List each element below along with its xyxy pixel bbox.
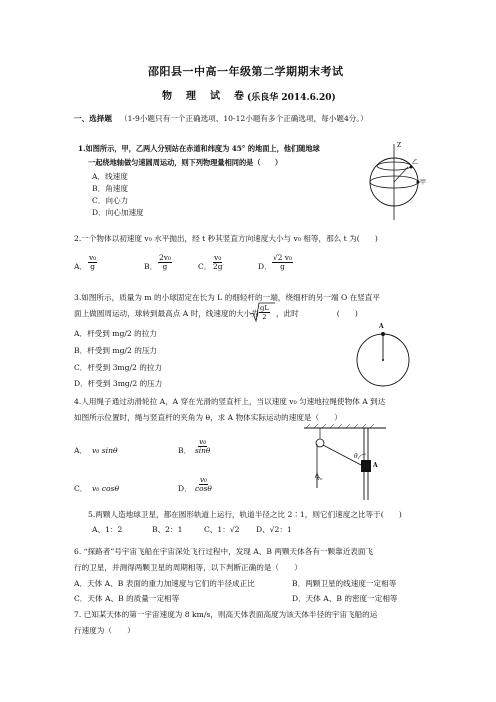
q4-option-c-letter: C． (74, 484, 88, 493)
q2-option-d-numerator: √2 v₀ (273, 253, 292, 262)
section-heading: 一、选择题 (74, 114, 112, 123)
q7-stem-line2: 行速度为（ ） (74, 626, 135, 635)
q1-label-z: Z (397, 142, 402, 149)
q2-option-d-letter: D． (258, 262, 272, 271)
q1-option-a: A．线速度 (92, 172, 128, 181)
q2-option-a-denominator: g (90, 262, 95, 271)
q6-option-c: C．天体 A、B 的质量一定相等 (74, 594, 180, 603)
q4-stem-line1: 4.人用绳子通过动滑轮拉 A，A 穿在光滑的竖直杆上，当以速度 v₀ 匀速地拉绳使物体 A 到达 (74, 397, 386, 406)
q2-option-a-letter: A． (74, 262, 88, 271)
q1-stem-line1: 1.如图所示，甲，乙两人分别站在赤道和纬度为 45° 的地面上，他们随地球 (78, 144, 320, 153)
q4-option-b-denominator: sinθ (195, 446, 211, 455)
q4-option-a-text: v₀ sinθ (92, 446, 118, 455)
q4-option-a-letter: A． (74, 446, 88, 455)
q2-option-c-letter: C． (198, 262, 212, 271)
q2-option-d-denominator: g (280, 262, 285, 271)
q3-option-d: D．杆受到 3mg/2 的压力 (74, 379, 163, 388)
author-date: (乐良华 2014.6.20) (247, 93, 336, 103)
q2-stem: 2.一个物体以初速度 v₀ 水平抛出，经 t 秒其竖直方向速度大小与 v₀ 相等，那么 t 为( ) (74, 234, 378, 243)
q3-stem-line2a: 面上做圆周运动，球转到最高点 A 时，线速度的大小为 (74, 309, 259, 318)
q4-stem-line2: 如图所示位置时，绳与竖直杆的夹角为 θ，求 A 物体实际运动的速度是（ ） (74, 413, 342, 422)
q3-sqrt-fraction (259, 304, 270, 321)
q1-stem-line2: 一起绕地轴做匀速圆周运动，则下列物理量相同的是（ ） (88, 158, 283, 167)
q5-option-a: A、1：2 (92, 525, 123, 534)
q2-option-b-letter: B． (144, 262, 158, 271)
q1-label-yi: 乙 (412, 159, 419, 166)
q1-option-d: D．向心加速度 (92, 208, 144, 217)
q2-option-b-fraction (158, 254, 172, 271)
q7-stem-line1: 7. 已知某天体的第一宇宙速度为 8 km/s，则高天体表面高度为该天体半径的宇宙飞船的运 (74, 610, 378, 619)
q3-sqrt-numerator: gL (260, 304, 269, 312)
q4-option-b-letter: B． (178, 446, 192, 455)
q2-option-b-denominator: g (162, 262, 168, 271)
q6-option-b: B．两颗卫星的线速度一定相等 (292, 579, 397, 588)
q2-option-c-fraction (212, 254, 223, 271)
q5-option-d: D、√2：1 (256, 525, 292, 534)
q3-option-a: A．杆受到 mg/2 的拉力 (74, 329, 157, 338)
q3-option-c: C．杆受到 3mg/2 的拉力 (74, 363, 163, 372)
q1-option-c: C．向心力 (92, 196, 129, 205)
q2-option-b-numerator: 2v₀ (159, 253, 171, 262)
q3-stem-line1: 3.如图所示，质量为 m 的小球固定在长为 L 的细轻杆的一端，绕细杆的另一端 O 在竖直平 (74, 293, 380, 302)
q4-label-v0: v₀ (317, 476, 323, 482)
exam-title: 邵阳县一中高一年级第二学期期末考试 (148, 65, 344, 78)
q3-sqrt-denominator: 2 (262, 313, 267, 321)
q4-option-d-numerator: v₀ (199, 475, 207, 484)
q2-option-a-fraction (88, 254, 97, 271)
q1-label-jia: 甲 (420, 179, 427, 186)
q2-option-a-numerator: v₀ (89, 253, 97, 262)
q3-stem-line2b: ，此时 ( ) (276, 309, 358, 318)
q2-option-d-fraction (272, 254, 293, 271)
q1-earth-figure (368, 142, 427, 222)
q4-option-d-fraction (194, 476, 213, 493)
q3-circle-figure (353, 328, 413, 388)
section-description: （1-9小题只有一个正确选项、10-12小题有多个正确选项，每小题4分。） (120, 114, 368, 123)
q4-label-a: A (373, 462, 378, 469)
q6-option-a: A．天体 A、B 表面的重力加速度与它们的半径成正比 (74, 579, 255, 588)
q5-option-c: C、1：√2 (204, 525, 240, 534)
q6-stem-line2: 行的卫星，并测得两颗卫星的周期相等，以下判断正确的是（ ） (74, 563, 302, 572)
q5-option-b: B、2：1 (152, 525, 183, 534)
q5-stem: 5.两颗人造地球卫星，都在圆形轨道上运行，轨道半径之比 2∶1，则它们速度之比等于( ) (88, 510, 402, 519)
q4-option-b-numerator: v₀ (199, 437, 207, 446)
q3-label-a: A (379, 323, 384, 330)
q4-option-c-text: v₀ cosθ (92, 484, 120, 493)
q4-option-d-denominator: cosθ (195, 484, 212, 493)
subject-title: 物 理 试 卷 (162, 91, 246, 102)
q6-option-d: D．天体 A、B 的密度一定相等 (292, 594, 398, 603)
q6-stem-line1: 6. “探路者”号宇宙飞船在宇宙深处飞行过程中，发现 A、B 两颗天体各有一颗靠近表面飞 (74, 547, 374, 556)
q2-option-c-denominator: 2g (213, 262, 223, 271)
q2-option-c-numerator: v₀ (214, 253, 222, 262)
q1-option-b: B．角速度 (92, 184, 128, 193)
q4-label-theta: θ (354, 453, 358, 460)
q3-option-b: B．杆受到 mg/2 的压力 (74, 346, 158, 355)
q4-option-b-fraction (194, 438, 211, 455)
q4-option-d-letter: D． (178, 484, 192, 493)
